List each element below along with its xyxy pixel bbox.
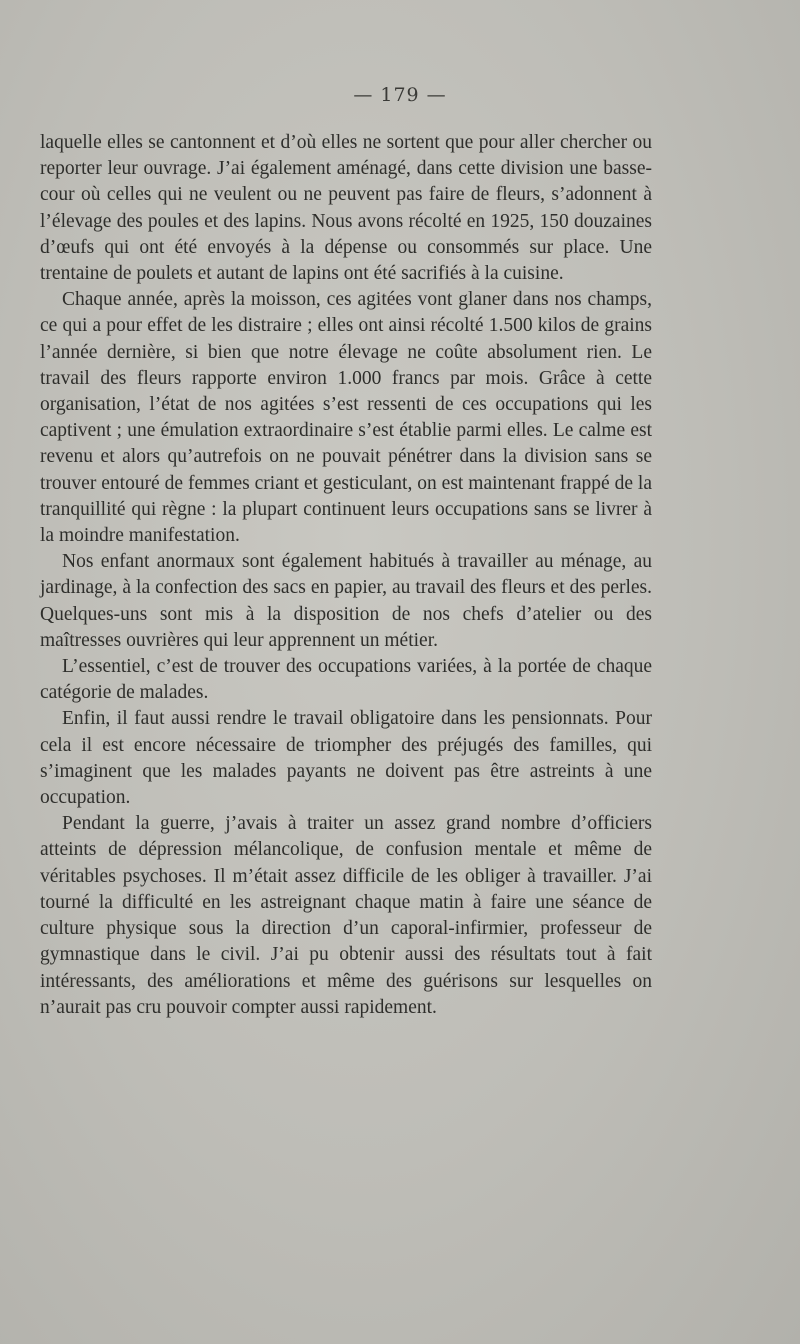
- paragraph: Chaque année, après la moisson, ces agitées vont glaner dans nos champs, ce qui a pour effet de les distraire ; elles ont ainsi récolté 1.500 kilos de grains l’année dernière, si bien que notre élevage ne coûte absolument rien. Le travail des fleurs rapporte environ 1.000 francs par mois. Grâce à cette organisation, l’état de nos agitées s’est ressenti de ces occupations qui les captivent ; une émulation extraordinaire s’est établie parmi elles. Le calme est revenu et alors qu’autrefois on ne pouvait pénétrer dans la division sans se trouver entouré de femmes criant et gesticulant, on est maintenant frappé de la tranquillité qui règne : la plupart continuent leurs occupations sans se livrer à la moindre manifestation.: [40, 289, 652, 547]
- paragraph: laquelle elles se cantonnent et d’où elles ne sortent que pour aller chercher ou reporter leur ouvrage. J’ai également aménagé, dans cette division une basse-cour où celles qui ne veulent ou ne peuvent pas faire de fleurs, s’adonnent à l’élevage des poules et des lapins. Nous avons récolté en 1925, 150 douzaines d’œufs qui ont été envoyés à la dépense ou consommés sur place. Une trentaine de poulets et autant de lapins ont été sacrifiés à la cuisine.: [40, 132, 652, 285]
- paragraph: Nos enfant anormaux sont également habitués à travailler au ménage, au jardinage, à la confection des sacs en papier, au travail des fleurs et des perles. Quelques-uns sont mis à la disposition de nos chefs d’atelier ou des maîtresses ouvrières qui leur apprennent un métier.: [40, 551, 652, 651]
- paragraph: Enfin, il faut aussi rendre le travail obligatoire dans les pensionnats. Pour cela il est encore nécessaire de triompher des préjugés des familles, qui s’imaginent que les malades payants ne doivent pas être astreints à une occupation.: [40, 708, 652, 809]
- page-number: — 179 —: [353, 84, 447, 106]
- paragraph: Pendant la guerre, j’avais à traiter un assez grand nombre d’officiers atteints de dépression mélancolique, de confusion mentale et même de véritables psychoses. Il m’était assez difficile de les obliger à travailler. J’ai tourné la difficulté en les astreignant chaque matin à faire une séance de culture physique sous la direction d’un caporal-infirmier, professeur de gymnastique dans le civil. J’ai pu obtenir aussi des résultats tout à fait intéressants, des améliorations et même des guérisons sur lesquelles on n’aurait pas cru pouvoir compter aussi rapidement.: [40, 813, 652, 1018]
- paragraph: L’essentiel, c’est de trouver des occupations variées, à la portée de chaque catégorie de malades.: [40, 656, 652, 704]
- body-text: [40, 130, 652, 1021]
